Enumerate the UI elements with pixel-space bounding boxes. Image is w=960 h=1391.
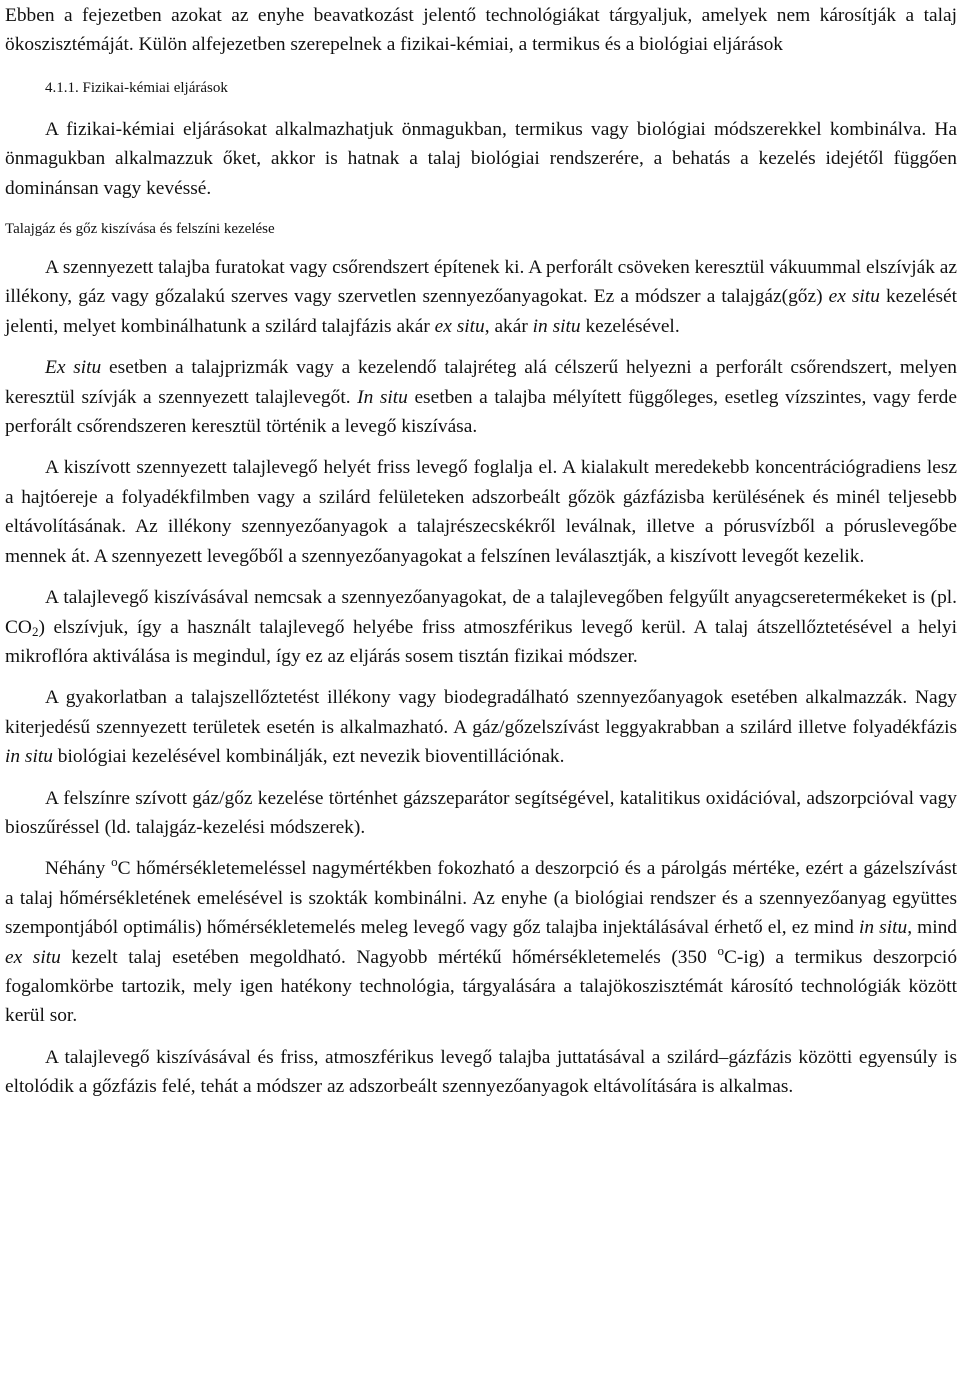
- italic-term: ex situ: [5, 946, 61, 968]
- subscript: 2: [31, 623, 39, 639]
- subsection-paragraph-8: A talajlevegő kiszívásával és friss, atmoszférikus levegő talajba juttatásával a szilárd–gázfázis közötti egyensúly is eltolódik a gőzfázis felé, tehát a módszer az adszorbeált szennyezőanyagok eltávolítására is alkalmas.: [5, 1046, 957, 1098]
- text-run: ) elszívjuk, így a használt talajlevegő helyébe friss atmoszférikus levegő kerül. A talaj átszellőztetésével a helyi mikroflóra aktiválása is megindul, így ez az eljárás sosem tisztán fizikai módszer.: [5, 616, 957, 667]
- italic-term: ex situ: [434, 315, 485, 337]
- text-run: esetben a talajprizmák vagy a kezelendő talajréteg alá célszerű helyezni a perforált csőrendszert, melyen keresztül szívják a szennyezett talajlevegőt.: [5, 357, 957, 408]
- subsection-paragraph-1: [5, 253, 957, 341]
- text-run: A szennyezett talajba furatokat vagy csőrendszert építenek ki. A perforált csöveken keresztül vákuummal elszívják az illékony, gáz vagy gőzalakú szerves vagy szervetlen szennyezőanyagokat. Ez a módszer a talajgáz(gőz): [5, 257, 957, 308]
- subsection-paragraph-2: [5, 353, 957, 441]
- text-run: esetben a talajba mélyített függőleges, esetleg vízszintes, vagy ferde perforált csőrendszeren keresztül történik a levegő kiszívása.: [5, 386, 957, 438]
- text-run: C-ig) a termikus deszorpció fogalomkörbe tartozik, mely igen hatékony technológia, tárgyalására a talajökoszisztémát károsító technológiák között kerül sor.: [5, 946, 958, 1027]
- text-run: biológiai kezelésével kombinálják, ezt nevezik bioventillációnak.: [52, 746, 565, 768]
- subsection-paragraph-5: [5, 683, 957, 771]
- subsection-paragraph-4: [5, 583, 957, 671]
- document-page: [5, 0, 957, 1102]
- subsection-heading: Talajgáz és gőz kiszívása és felszíni kezelése: [5, 221, 275, 238]
- italic-term: in situ: [532, 315, 581, 337]
- text-run: Néhány: [45, 858, 112, 880]
- subsection-paragraph-6: A felszínre szívott gáz/gőz kezelése történhet gázszeparátor segítségével, katalitikus oxidációval, adszorpcióval vagy bioszűréssel (ld. talajgáz-kezelési módszerek).: [5, 787, 957, 838]
- text-run: , mind: [907, 917, 957, 939]
- text-run: kezelésével.: [580, 315, 680, 337]
- italic-term: ex situ: [828, 286, 880, 308]
- text-run: C hőmérsékletemeléssel nagymértékben fokozható a deszorpció és a párolgás mértéke, ezért a gázelszívást a talaj hőmérsékletének emelésével is szokták kombinálni. Az enyhe (a biológiai rendszer és a szennyezőanyag együttes szempontjából optimális) hőmérsékletemelés meleg levegő vagy gőz talajba injektálásával érhető el, ez mind: [5, 858, 957, 939]
- intro-paragraph: Ebben a fejezetben azokat az enyhe beavatkozást jelentő technológiákat tárgyaljuk, amelyek nem károsítják a talaj ökoszisztémáját. Külön alfejezetben szerepelnek a fizikai-kémiai, a termikus és a biológiai eljárások: [5, 5, 957, 56]
- text-run: , akár: [484, 315, 533, 337]
- superscript: o: [717, 942, 724, 958]
- text-run: A talajlevegő kiszívásával nemcsak a szennyezőanyagokat, de a talajlevegőben felgyűlt anyagcseretermékeket is (pl. CO: [5, 587, 957, 638]
- section-paragraph-1: A fizikai-kémiai eljárásokat alkalmazhatjuk önmagukban, termikus vagy biológiai módszerekkel kombinálva. Ha önmagukban alkalmazzuk őket, akkor is hatnak a talaj biológiai rendszerére, a behatás a kezelés idejétől függően dominánsan vagy kevéssé.: [5, 118, 957, 199]
- subsection-paragraph-3: A kiszívott szennyezett talajlevegő helyét friss levegő foglalja el. A kialakult meredekebb koncentrációgradiens lesz a hajtóereje a folyadékfilmben vagy a szilárd felületeken adszorbeált gőzök gázfázisba kerülésének és minél teljesebb eltávolításának. Az illékony szennyezőanyagok a talajrészecskékről leválnak, illetve a pórusvízből a póruslevegőbe mennek át. A szennyezett levegőből a szennyezőanyagokat a felszínen leválasztják, a kiszívott levegőt kezelik.: [5, 457, 957, 567]
- italic-term: in situ: [858, 917, 908, 939]
- italic-term: in situ: [5, 746, 53, 768]
- text-run: kezelését jelenti, melyet kombinálhatunk a szilárd talajfázis akár: [5, 286, 958, 337]
- superscript: o: [111, 854, 118, 870]
- italic-term: Ex situ: [45, 357, 102, 379]
- italic-term: In situ: [357, 386, 408, 408]
- text-run: kezelt talaj esetében megoldható. Nagyobb mértékű hőmérsékletemelés (350: [60, 946, 718, 968]
- subsection-paragraph-7: [5, 854, 957, 1030]
- text-run: A gyakorlatban a talajszellőztetést illékony vagy biodegradálható szennyezőanyagok esetében alkalmazzák. Nagy kiterjedésű szennyezett területek esetén is alkalmazható. A gáz/gőzelszívást leggyakrabban a szilárd illetve folyadékfázis: [5, 687, 957, 738]
- section-heading: 4.1.1. Fizikai-kémiai eljárások: [45, 79, 228, 96]
